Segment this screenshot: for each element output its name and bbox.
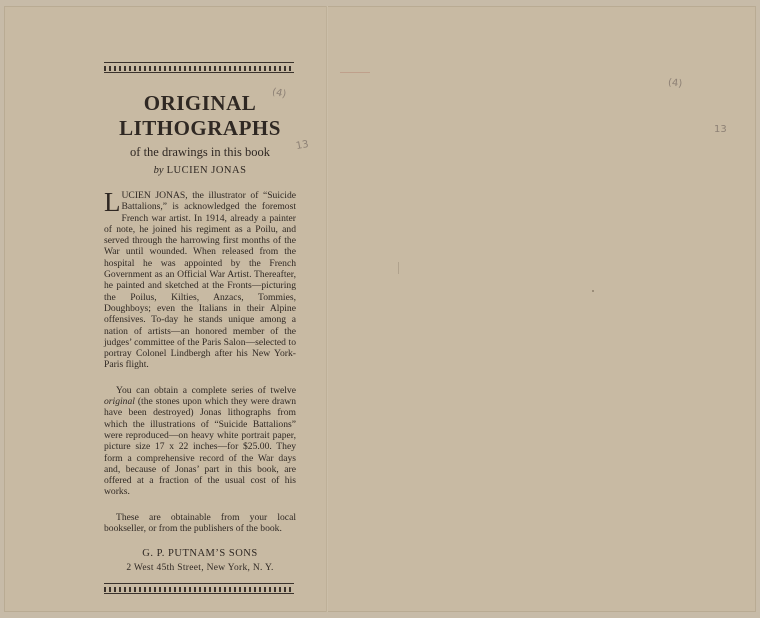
top-ornament-border [104,62,294,73]
byline [104,165,296,176]
pencil-mark-c: (4) [667,77,683,90]
page-title [104,91,296,141]
publisher-address: 2 West 45th Street, New York, N. Y. [126,563,274,574]
title-line-2: LITHOGRAPHS [119,116,281,140]
publisher-name: G. P. PUTNAM’S SONS [142,548,258,560]
offer-text-end: (the stones upon which they were drawn have been destroyed) Jonas lithographs from which the illustrations of “Suicide Battalions” were reproduced—on heavy white portrait paper, picture size 17 x 22 inches—for $25.00. They form a comprehensive record of the War days and, because of Jonas’ part in this book, are offered at a fraction of the usual cost of his works. [104,396,296,498]
drop-cap: L [104,187,121,217]
pencil-mark-a: (4) [271,86,288,101]
pencil-mark-d: 13 [714,124,727,135]
paragraph-availability: These are obtainable from your local bookseller, or from the publishers of the book. [104,511,296,535]
author-name: LUCIEN JONAS [166,165,247,176]
bottom-ornament-border [104,583,294,594]
center-fold [326,6,328,612]
subtitle: of the drawings in this book [130,145,270,159]
paragraph-offer [104,385,296,498]
paper-speck [592,290,594,292]
left-page [104,62,296,594]
paper-speck [340,72,370,73]
biography-text: UCIEN JONAS, the illustrator of “Suicide Battalions,” is acknowledged the foremost French war artist. In 1914, already a painter of note, he joined his regiment as a Poilu, and served through the harrowing first months of the War until wounded. When released from the hospital he was appointed by the French Government as an Official War Artist. Thereafter, he painted and sketched at the Fronts—picturing the Poilus, Kilties, Anzacs, Tommies, Doughboys; even the Italians in their Alpine offensives. To-day he stands unique among a nation of artists—an honored member of the judges’ committee of the Paris Salon—selected to portray Colonel Lindbergh after his New York-Paris flight. [104,190,296,371]
offer-text-italic: original [104,396,135,408]
pencil-mark-b: 13 [295,138,310,153]
title-line-1: ORIGINAL [143,91,257,115]
by-word: by [153,165,164,176]
paper-speck [398,262,399,274]
offer-text-start: You can obtain a complete series of twelve [116,384,296,396]
paragraph-biography [104,187,296,371]
